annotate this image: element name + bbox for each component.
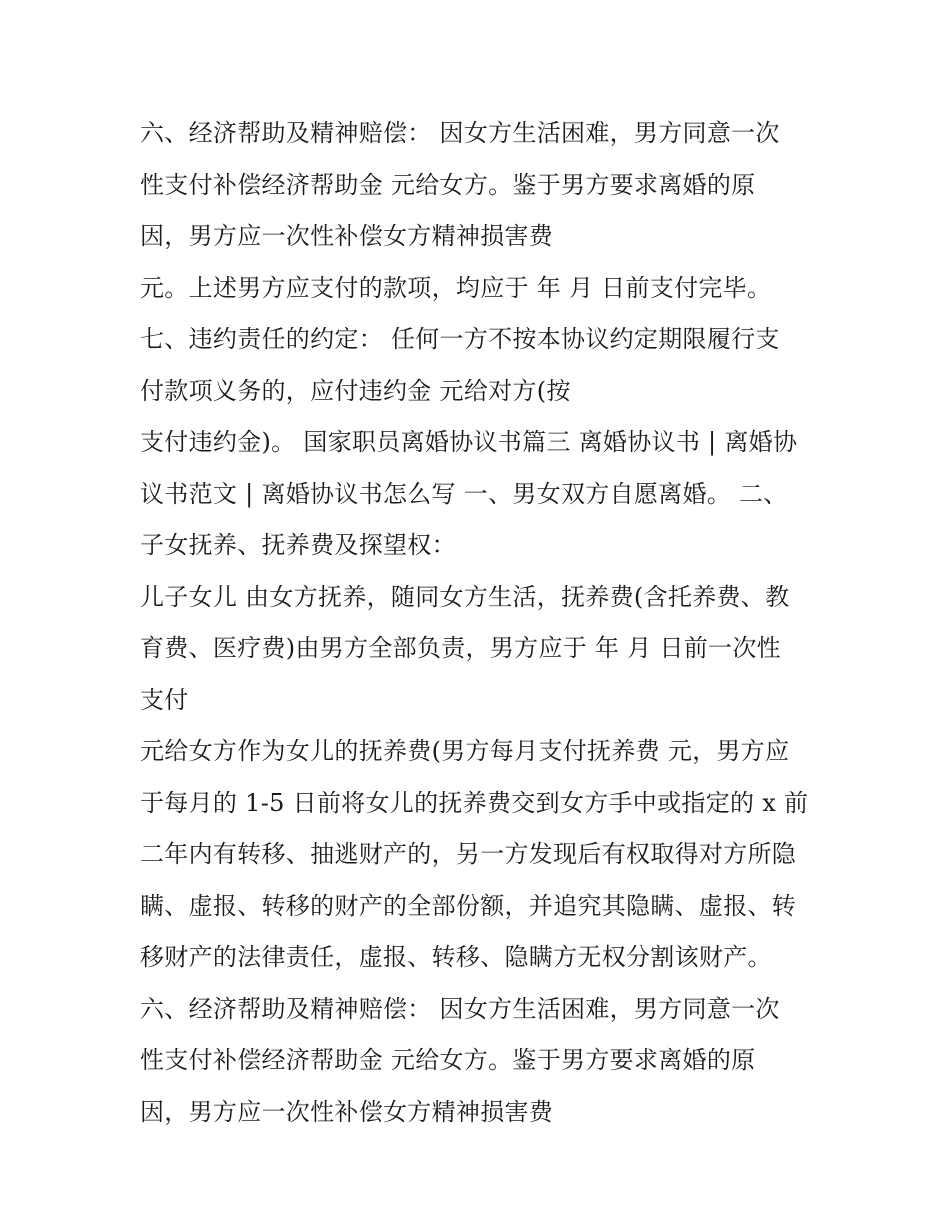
text-line: 儿子女儿 由女方抚养，随同女方生活，抚养费(含托养费、教 (140, 582, 790, 611)
text-line: 性支付补偿经济帮助金 元给女方。鉴于男方要求离婚的原 (140, 170, 756, 199)
text-line: 议书范文 | 离婚协议书怎么写 一、男女双方自愿离婚。 二、 (140, 479, 788, 508)
text-line: 支付违约金)。 国家职员离婚协议书篇三 离婚协议书 | 离婚协 (140, 428, 798, 456)
text-line: 七、违约责任的约定： 任何一方不按本协议约定期限履行支 (140, 325, 780, 353)
text-line: 性支付补偿经济帮助金 元给女方。鉴于男方要求离婚的原 (140, 1046, 756, 1074)
body-text (140, 108, 830, 1138)
text-line: 因，男方应一次性补偿女方精神损害费 (140, 222, 554, 250)
text-line: 子女抚养、抚养费及探望权： (140, 531, 456, 559)
text-line: 六、经济帮助及精神赔偿： 因女方生活困难，男方同意一次 (140, 119, 780, 147)
text-line: 支付 (140, 685, 189, 714)
text-line: 二年内有转移、抽逃财产的，另一方发现后有权取得对方所隐 (140, 840, 797, 868)
text-line: 元给女方作为女儿的抚养费(男方每月支付抚养费 元，男方应 (140, 737, 790, 765)
text-line: 付款项义务的，应付违约金 元给对方(按 (140, 376, 571, 405)
text-line: 六、经济帮助及精神赔偿： 因女方生活困难，男方同意一次 (140, 994, 780, 1023)
text-line: 瞒、虚报、转移的财产的全部份额，并追究其隐瞒、虚报、转 (140, 891, 797, 920)
text-line: 移财产的法律责任，虚报、转移、隐瞒方无权分割该财产。 (140, 943, 772, 971)
text-line: 因，男方应一次性补偿女方精神损害费 (140, 1097, 554, 1126)
text-line: 元。上述男方应支付的款项，均应于 年 月 日前支付完毕。 (140, 273, 772, 302)
text-line: 于每月的 1-5 日前将女儿的抚养费交到女方手中或指定的 x 前 (140, 788, 809, 817)
text-line: 育费、医疗费)由男方全部负责，男方应于 年 月 日前一次性 (140, 634, 781, 662)
